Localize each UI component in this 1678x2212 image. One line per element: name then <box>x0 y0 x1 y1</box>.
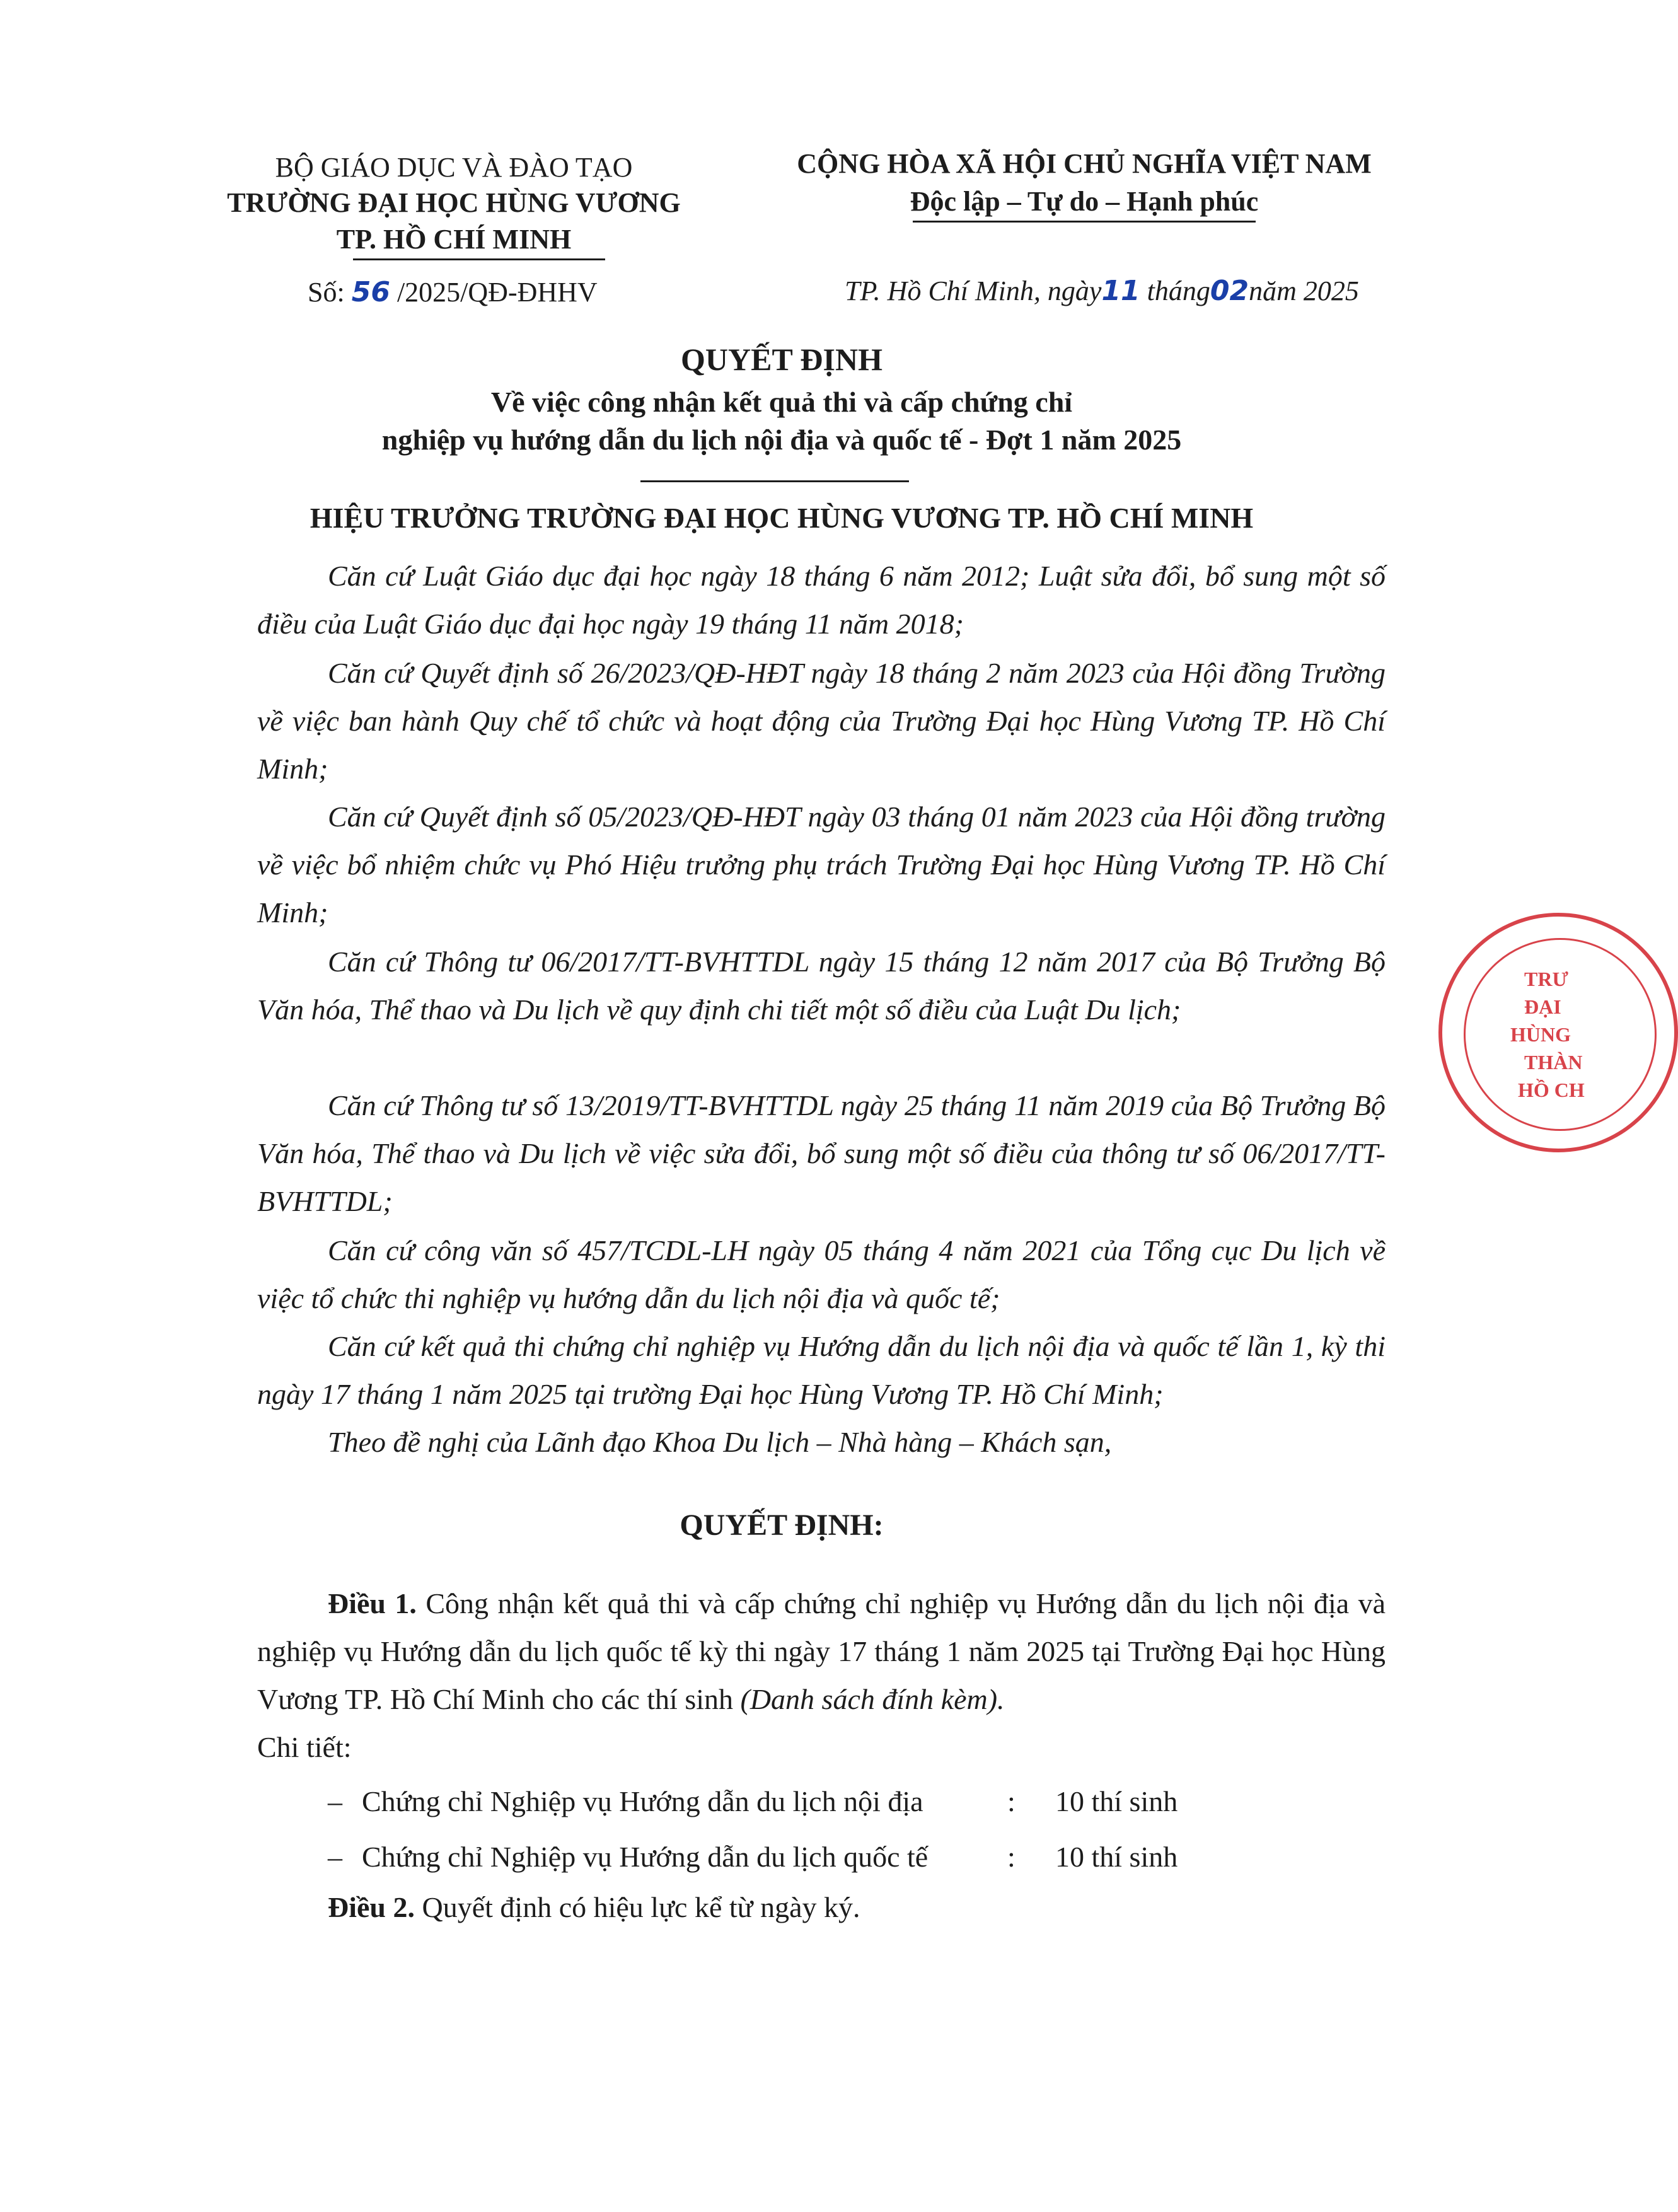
seal-text-line-5: HỒ CH <box>1518 1079 1585 1101</box>
article-2: Điều 2. Quyết định có hiệu lực kể từ ngày ký. <box>328 1891 860 1923</box>
document-number: Số: 56 /2025/QĐ-ĐHHV <box>308 276 598 308</box>
legal-basis-7: Căn cứ kết quả thi chứng chỉ nghiệp vụ Hướng dẫn du lịch nội địa và quốc tế lần 1, kỳ thi ngày 17 tháng 1 năm 2025 tại trường Đại học Hùng Vương TP. Hồ Chí Minh; <box>257 1330 1386 1410</box>
detail-dash-1: – <box>328 1785 342 1817</box>
legal-basis-6: Căn cứ công văn số 457/TCDL-LH ngày 05 tháng 4 năm 2021 của Tổng cục Du lịch về việc tổ chức thi nghiệp vụ hướng dẫn du lịch nội địa và quốc tế; <box>257 1234 1386 1314</box>
header-left-underline <box>353 258 605 260</box>
detail-label-domestic: Chứng chỉ Nghiệp vụ Hướng dẫn du lịch nội địa <box>362 1785 923 1817</box>
legal-basis-4: Căn cứ Thông tư 06/2017/TT-BVHTTDL ngày 15 tháng 12 năm 2017 của Bộ Trưởng Bộ Văn hóa, Thể thao và Du lịch về quy định chi tiết một số điều của Luật Du lịch; <box>257 946 1386 1026</box>
detail-value-domestic: 10 thí sinh <box>1055 1785 1178 1817</box>
legal-basis-8: Theo đề nghị của Lãnh đạo Khoa Du lịch – Nhà hàng – Khách sạn, <box>328 1426 1112 1458</box>
article-1: Điều 1. Công nhận kết quả thi và cấp chứng chỉ nghiệp vụ Hướng dẫn du lịch nội địa và nghiệp vụ Hướng dẫn du lịch quốc tế kỳ thi ngày 17 tháng 1 năm 2025 tại Trường Đại học Hùng Vương TP. Hồ Chí Minh cho các thí sinh (Danh sách đính kèm). <box>257 1587 1386 1715</box>
issuing-authority: HIỆU TRƯỞNG TRƯỜNG ĐẠI HỌC HÙNG VƯƠNG TP. HỒ CHÍ MINH <box>310 502 1254 534</box>
school-city: TP. HỒ CHÍ MINH <box>336 224 572 255</box>
legal-basis-5: Căn cứ Thông tư số 13/2019/TT-BVHTTDL ngày 25 tháng 11 năm 2019 của Bộ Trưởng Bộ Văn hóa, Thể thao và Du lịch về việc sửa đổi, bổ sung một số điều của thông tư số 06/2017/TT-BVHTTDL; <box>257 1089 1386 1217</box>
article-2-label: Điều 2. <box>328 1891 415 1923</box>
seal-text-line-1: TRƯ <box>1524 968 1568 990</box>
detail-value-international: 10 thí sinh <box>1055 1841 1178 1873</box>
issue-date: TP. Hồ Chí Minh, ngày11 tháng02năm 2025 <box>845 275 1359 307</box>
legal-basis-2: Căn cứ Quyết định số 26/2023/QĐ-HĐT ngày 18 tháng 2 năm 2023 của Hội đồng Trường về việc ban hành Quy chế tổ chức và hoạt động của Trường Đại học Hùng Vương TP. Hồ Chí Minh; <box>257 657 1386 785</box>
handwritten-day: 11 <box>1101 275 1140 307</box>
seal-text-line-2: ĐẠI <box>1524 995 1561 1018</box>
decision-subject-line1: Về việc công nhận kết quả thi và cấp chứng chỉ <box>490 386 1073 418</box>
detail-label-international: Chứng chỉ Nghiệp vụ Hướng dẫn du lịch quốc tế <box>362 1841 929 1873</box>
decision-subject-line2: nghiệp vụ hướng dẫn du lịch nội địa và quốc tế - Đợt 1 năm 2025 <box>381 424 1182 456</box>
detail-colon-2: : <box>1007 1841 1015 1873</box>
decision-heading: QUYẾT ĐỊNH: <box>680 1508 884 1542</box>
decision-title: QUYẾT ĐỊNH <box>681 342 882 377</box>
seal-text-line-3: HÙNG <box>1510 1023 1571 1046</box>
ministry-name: BỘ GIÁO DỤC VÀ ĐÀO TẠO <box>275 152 633 183</box>
detail-colon-1: : <box>1007 1785 1015 1817</box>
attachment-note: (Danh sách đính kèm). <box>740 1683 1005 1715</box>
legal-basis-1: Căn cứ Luật Giáo dục đại học ngày 18 tháng 6 năm 2012; Luật sửa đổi, bổ sung một số điều của Luật Giáo dục đại học ngày 19 tháng 11 năm 2018; <box>257 560 1386 640</box>
header-right-underline <box>913 221 1256 223</box>
national-motto: Độc lập – Tự do – Hạnh phúc <box>910 186 1259 217</box>
handwritten-number: 56 <box>351 276 390 308</box>
detail-dash-2: – <box>328 1841 342 1873</box>
title-underline <box>640 480 909 482</box>
country-name: CỘNG HÒA XÃ HỘI CHỦ NGHĨA VIỆT NAM <box>797 148 1372 179</box>
article-1-detail-intro: Chi tiết: <box>257 1731 352 1763</box>
handwritten-month: 02 <box>1210 275 1249 307</box>
legal-basis-3: Căn cứ Quyết định số 05/2023/QĐ-HĐT ngày 03 tháng 01 năm 2023 của Hội đồng trường về việc bổ nhiệm chức vụ Phó Hiệu trưởng phụ trách Trường Đại học Hùng Vương TP. Hồ Chí Minh; <box>257 801 1386 929</box>
school-name: TRƯỜNG ĐẠI HỌC HÙNG VƯƠNG <box>227 187 681 218</box>
seal-text-line-4: THÀN <box>1524 1051 1583 1074</box>
official-seal <box>1438 913 1678 1152</box>
article-1-label: Điều 1. <box>328 1587 417 1619</box>
